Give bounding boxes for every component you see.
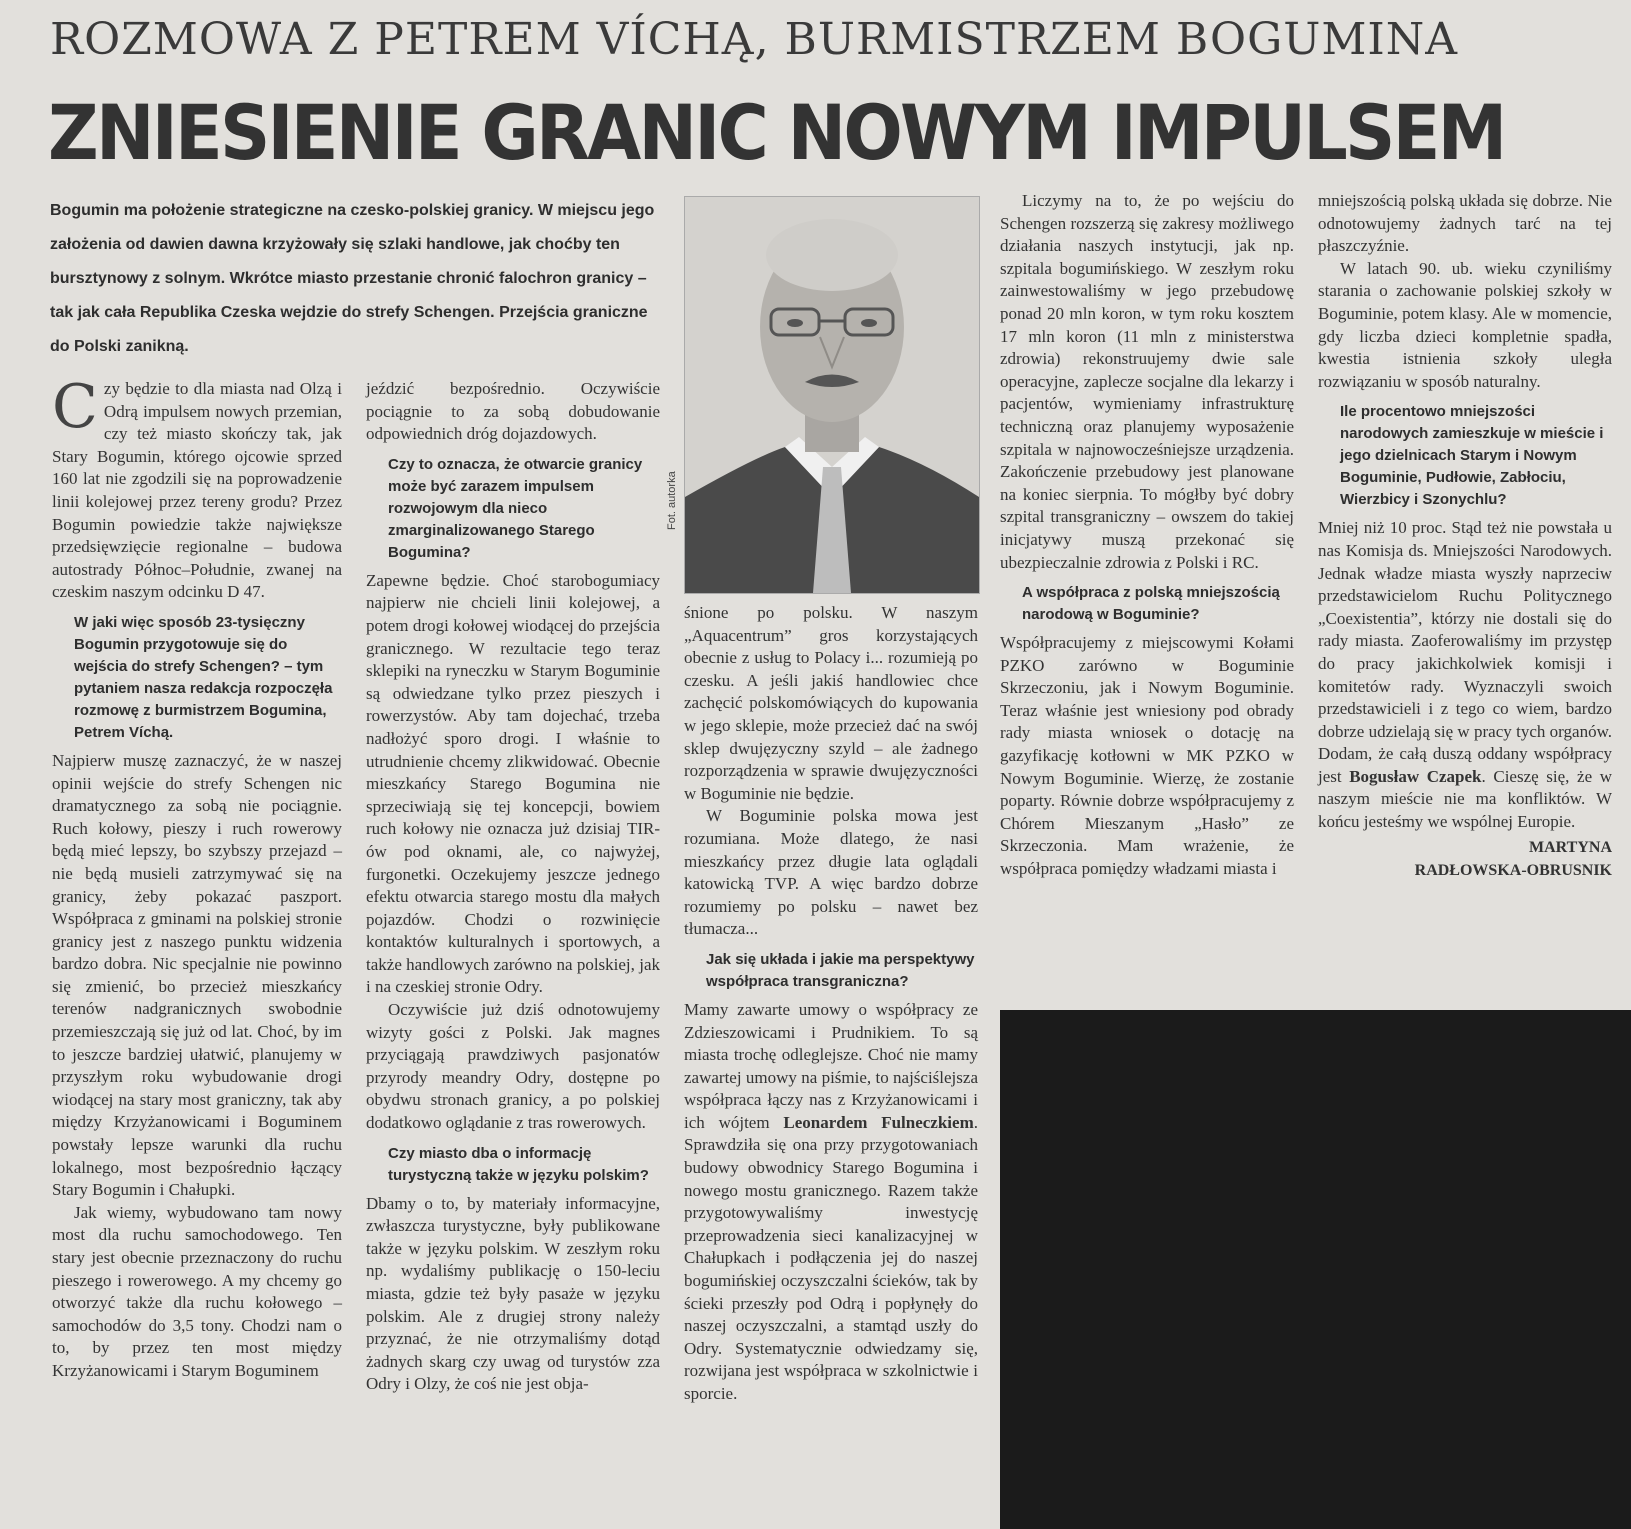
person-name-fulneczek: Leonardem Fulneczkiem: [783, 1112, 974, 1132]
lead-paragraph: Bogumin ma położenie strategiczne na czesko-polskiej granicy. W miejscu jego założenia od dawien dawna krzyżowały się szlaki handlowe, jak choćby ten bursztynowy z solnym. Wkrótce miasto przestanie chronić falochron granicy – tak jak cała Republika Czeska wejdzie do strefy Schengen. Przejścia graniczne do Polski zanikną.: [50, 202, 655, 355]
col3-paragraph-3: [684, 999, 978, 1406]
col5-paragraph-3-text-b: . Cieszę się, że w naszym mieście nie ma konfliktów. W końcu jesteśmy we wspólnej Europie.: [1318, 766, 1612, 832]
question-2: Czy to oznacza, że otwarcie granicy może być zarazem impulsem rozwojowym dla nieco zmarginalizowanego Starego Bogumina?: [388, 455, 643, 561]
col4-paragraph-2: Współpracujemy z miejscowymi Kołami PZKO zarówno w Boguminie Skrzeczoniu, jak i Nowym Boguminie. Teraz właśnie jest wniesiony pod obrady rady miasta wniosek o dotację na gazyfikację kotłowni w MK PZKO w Nowym Boguminie. Wierzę, że zostanie poparty. Równie dobrze współpracujemy z Chórem Mieszanym „Hasło” ze Skrzeczonia. Mam wrażenie, że współpraca pomiędzy władzami miasta i: [1000, 633, 1294, 879]
col1-paragraph-3: Jak wiemy, wybudowano tam nowy most dla ruchu samochodowego. Ten stary jest obecnie przeznaczony do ruchu pieszego i rowerowego. A my chcemy go otworzyć także dla ruchu kołowego – samochodów do 3,5 tony. Chodzi nam o to, by przez ten most między Krzyżanowicami i Starym Boguminem: [52, 1202, 342, 1380]
col5-paragraph-3-text-a: Mniej niż 10 proc. Stąd też nie powstała u nas Komisja ds. Mniejszości Narodowych. Jednak władze miasta wyszły naprzeciw przedstawicielom Ruchu Politycznego „Coexistentia”, którzy nie dostali się do rady miasta. Zaoferowaliśmy im przystęp do pracy jakichkolwiek komisji i komitetów rady. Wyznaczyli swoich przedstawicieli i z tego co wiem, bardzo dobrze udzielają się w pracy tych organów. Dodam, że całą duszą oddany współpracy jest: [1318, 518, 1612, 786]
col3-paragraph-3-text-a: Mamy zawarte umowy o współpracy ze Zdzieszowicami i Prudnikiem. To są miasta trochę odleglejsze. Choć nie mamy zawartej umowy na piśmie, to najściślejsza współpraca łączy nas z Krzyżanowicami i ich wójtem: [684, 999, 978, 1132]
col3-paragraph-3-text-b: . Sprawdziła się ona przy przygotowaniach budowy obwodnicy Starego Bogumina i nowego mostu granicznego. Razem także przygotowywaliśmy inwestycję przeprowadzenia sieci kanalizacyjnej w Chałupkach i podłączenia jej do naszej bogumińskiej oczyszczalni ścieków, tak by ścieki przeszły pod Odrą i popłynęły do naszej oczyszczalni, a stamtąd uszły do Odry. Systematycznie odwiedzamy się, rozwijana jest współpraca w szkolnictwie i sporcie.: [684, 1112, 978, 1403]
col2-paragraph-1: jeździć bezpośrednio. Oczywiście pociągnie to za sobą dobudowanie odpowiednich dróg dojazdowych.: [366, 379, 660, 444]
column-1: [52, 372, 342, 1383]
headline: ZNIESIENIE GRANIC NOWYM IMPULSEM: [48, 88, 1505, 177]
col1-paragraph-2: Najpierw muszę zaznaczyć, że w naszej opinii wejście do strefy Schengen nic dramatycznego za sobą nie pociągnie. Ruch kołowy, pieszy i ruch rowerowy będą mieć lepszy, bo szybszy przejazd – nie będą musieli zatrzymywać się na granicy, żeby pokazać paszport. Współpraca z gminami na polskiej stronie granicy jest z naszego punktu widzenia bardzo dobra. Nic specjalnie nie powinno się zmienić, bo przecież mieszkańcy terenów nadgranicznych swobodnie przemieszczają się już od lat. Choć, by im to jeszcze bardziej ułatwić, planujemy w przyszłym roku wybudowanie drogi wiodącej na stary most graniczny, tak aby między Krzyżanowicami i Boguminem powstały lepsze warunki dla ruchu lokalnego, most bezpośrednio łączący Stary Bogumin i Chałupki.: [52, 750, 342, 1200]
dropcap: C: [52, 372, 98, 442]
col2-paragraph-2: Zapewne będzie. Choć starobogumiacy najpierw nie chcieli linii kolejowej, a potem drogi kołowej wiodącej do przejścia granicznego. W rezultacie tego teraz sklepiki na ryneczku w Starym Boguminie są odwiedzane tylko przez pieszych i rowerzystów. Aby tam dojechać, trzeba nadłożyć sporo drogi. I właśnie to utrudnienie chcemy zlikwidować. Obecnie mieszkańcy Starego Bogumina nie sprzeciwiają się tej koncepcji, bowiem ruch kołowy nie oznacza już dzisiaj TIR-ów pod oknami, ale, co najwyżej, furgonetki. Oczekujemy jeszcze jednego efektu otwarcia starego mostu dla małych pojazdów. Chodzi o rozwinięcie kontaktów kulturalnych i sportowych, a także handlowych zarówno na polskiej, jak i na czeskiej stronie Odry.: [366, 570, 660, 997]
col5-paragraph-3: [1318, 517, 1612, 833]
col1-paragraph-1: [52, 372, 342, 604]
col1-paragraph-1-text: zy będzie to dla miasta nad Olzą i Odrą impulsem nowych przemian, czy też miasto skończy tak, jak Stary Bogumin, którego ojcowie sprzed 160 lat nie zgodzili się na poprowadzenie linii kolejowej przez tereny grodu? Przez Bogumin powiedzie także największe przedsięwzięcie regionalne – budowa autostrady Północ–Południe, zwanej na czeskim naszym odcinku D 47.: [52, 379, 342, 602]
column-4: [1000, 190, 1294, 881]
question-5: A współpraca z polską mniejszością narodową w Boguminie?: [1022, 584, 1280, 624]
question-6: Ile procentowo mniejszości narodowych zamieszkuje w mieście i jego dzielnicach Starym i Nowym Boguminie, Pudłowie, Zabłociu, Wierzbicy i Szonychlu?: [1340, 403, 1604, 509]
column-3: [684, 602, 978, 1406]
portrait-photo: [684, 196, 980, 594]
question-3: Czy miasto dba o informację turystyczną także w języku polskim?: [388, 1144, 649, 1184]
blank-area: [1000, 1010, 1631, 1529]
col3-paragraph-2: W Boguminie polska mowa jest rozumiana. Może dlatego, że nasi mieszkańcy przez długie lata oglądali katowicką TVP. A więc bardzo dobrze rozumiemy po polsku – nawet bez tłumacza...: [684, 806, 978, 939]
kicker: ROZMOWA Z PETREM VÍCHĄ, BURMISTRZEM BOGUMINA: [50, 14, 1459, 65]
question-1: W jaki więc sposób 23-tysięczny Bogumin przygotowuje się do wejścia do strefy Schengen? – tym pytaniem nasza redakcja rozpoczęła rozmowę z burmistrzem Bogumina, Petrem Víchą.: [74, 613, 333, 741]
portrait-illustration: [685, 197, 979, 593]
col2-paragraph-4: Dbamy o to, by materiały informacyjne, zwłaszcza turystyczne, były publikowane także w języku polskim. W zeszłym roku np. wydaliśmy publikację o 150-leciu miasta, gdzie też były pasaże w języku polskim. Ale z drugiej strony należy przyznać, że nie otrzymaliśmy dotąd żadnych skarg czy uwag od turystów zza Odry i Olzy, że coś nie jest obja-: [366, 1193, 660, 1394]
col5-paragraph-2: W latach 90. ub. wieku czyniliśmy starania o zachowanie polskiej szkoły w Boguminie, potem klasy. Ale w momencie, gdy liczba dzieci kompletnie spadła, kwestia istnienia szkoły uległa rozwiązaniu w sposób naturalny.: [1318, 258, 1612, 391]
column-2: [366, 378, 660, 1396]
photo-credit: Fot. autorka: [666, 471, 678, 530]
col2-paragraph-3: Oczywiście już dziś odnotowujemy wizyty gości z Polski. Jak magnes przyciągają prawdziwych pasjonatów przyrody meandry Odry, dostępne po obydwu stronach granicy, a po polskiej dodatkowo oglądanie z tras rowerowych.: [366, 1000, 660, 1133]
col5-paragraph-1: mniejszością polską układa się dobrze. Nie odnotowujemy żadnych tarć na tej płaszczyźnie.: [1318, 191, 1612, 256]
byline-last-name: RADŁOWSKA-OBRUSNIK: [1414, 861, 1612, 879]
column-5: [1318, 190, 1612, 882]
question-4: Jak się układa i jakie ma perspektywy współpraca transgraniczna?: [706, 950, 975, 990]
person-name-czapek: Bogusław Czapek: [1349, 766, 1482, 786]
col3-paragraph-1: śnione po polsku. W naszym „Aquacentrum” gros korzystających obecnie z usług to Polacy i... rozumieją po czesku. A jeśli jakiś handlowiec chce zachęcić polskomówiących do kupowania w jego sklepie, może przecież dać na swój sklep dwujęzyczny szyld – ale żadnego rozporządzenia w sprawie dwujęzyczności w Boguminie nie będzie.: [684, 603, 978, 803]
col4-paragraph-1: Liczymy na to, że po wejściu do Schengen rozszerzą się zakresy możliwego działania naszych instytucji, jak np. szpitala bogumińskiego. W zeszłym roku zainwestowaliśmy w jego przebudowę ponad 20 mln koron, w tym roku kosztem 17 mln koron (11 mln z ministerstwa zdrowia) rekonstruujemy dwie sale operacyjne, zaplecze socjalne dla lekarzy i pacjentów, wymieniamy infrastrukturę techniczną oraz planujemy wyposażenie szpitala w najnowocześniejsze urządzenia. Zakończenie przebudowy jest planowane na koniec sierpnia. To mógłby być dobry szpital transgraniczny – owszem do takiej inicjatywy muszą przekonać się ubezpieczalnie zdrowia z Polski i RC.: [1000, 191, 1294, 572]
byline-first-name: MARTYNA: [1529, 838, 1612, 856]
byline: [1318, 836, 1612, 882]
